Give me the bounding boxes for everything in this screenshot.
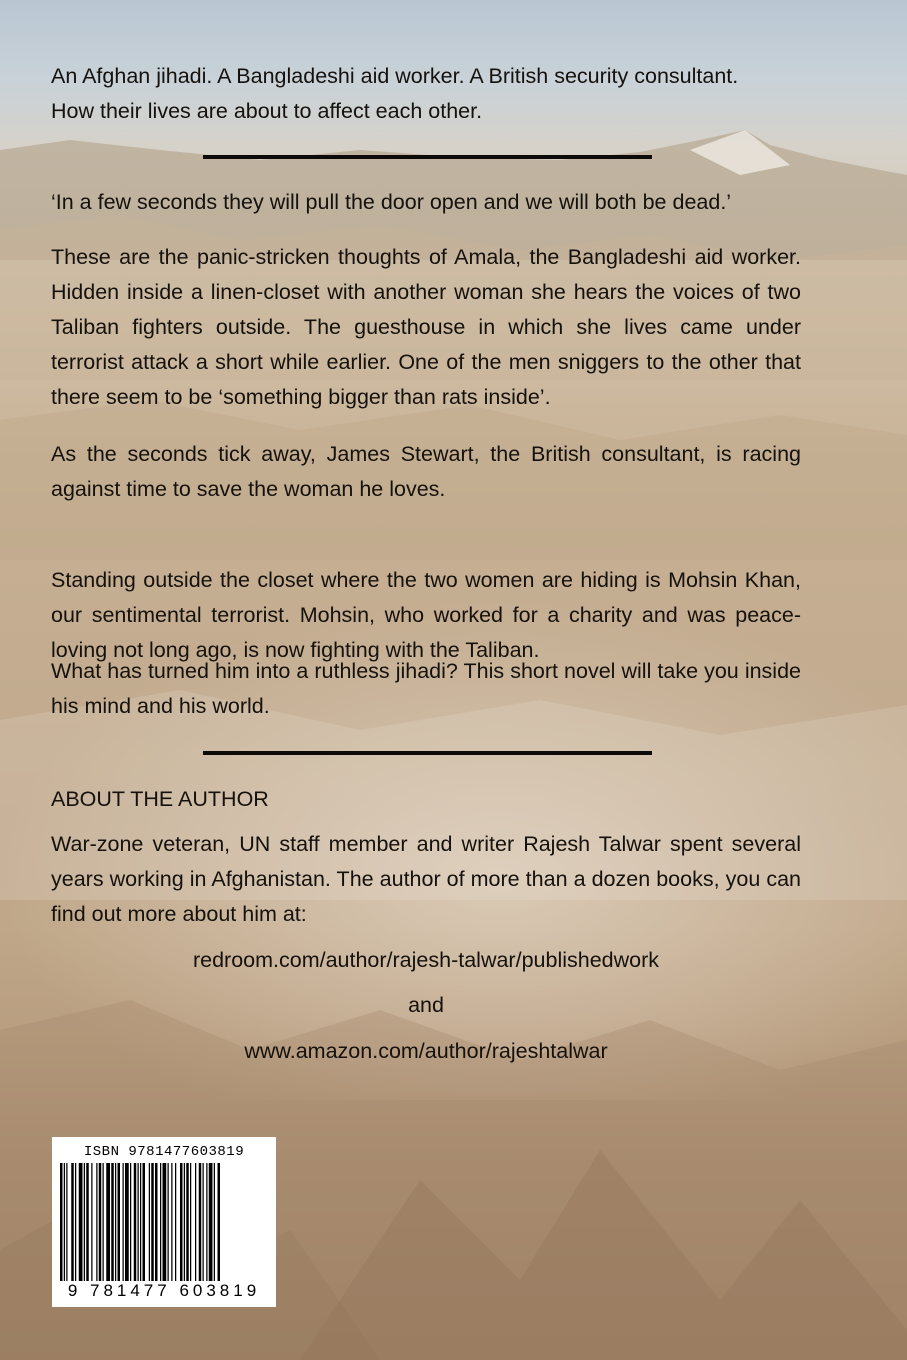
barcode-bar — [195, 1163, 196, 1281]
intro-line-1: An Afghan jihadi. A Bangladeshi aid worker. A British security consultant. — [51, 64, 739, 88]
barcode-bar — [106, 1163, 110, 1281]
barcode-bar — [86, 1163, 89, 1281]
barcode-bar — [103, 1163, 104, 1281]
divider-bottom — [203, 751, 652, 755]
barcode-bar — [64, 1163, 65, 1281]
barcode-bar — [186, 1163, 189, 1281]
author-link-amazon: www.amazon.com/author/rajeshtalwar — [244, 1039, 608, 1063]
intro-line-2: How their lives are about to affect each other. — [51, 99, 483, 123]
barcode-bar — [168, 1163, 169, 1281]
blurb-paragraph-1: These are the panic-stricken thoughts of Amala, the Bangladeshi aid worker. Hidden inside a linen-closet with another woman she hears the voices of two Taliban fighters outside. The guesthouse in which she lives came under terrorist attack a short while earlier. One of the men sniggers to the other that there seem to be ‘something bigger than rats inside’. — [51, 245, 801, 409]
author-bio: War-zone veteran, UN staff member and writer Rajesh Talwar spent several years working in Afghanistan. The author of more than a dozen books, you can find out more about him at: — [51, 832, 801, 926]
barcode-bar — [134, 1163, 137, 1281]
opening-quote: ‘In a few seconds they will pull the door open and we will both be dead.’ — [51, 190, 732, 214]
barcode-bar — [66, 1163, 67, 1281]
barcode-digits: 9 781477 603819 — [67, 1281, 261, 1300]
barcode-bar — [160, 1163, 161, 1281]
blurb-paragraph-4: What has turned him into a ruthless jihadi? This short novel will take you inside his mind and his world. — [51, 659, 801, 718]
barcode-bar — [184, 1163, 185, 1281]
barcode-bar — [140, 1163, 141, 1281]
barcode-bar — [71, 1163, 74, 1281]
divider-top — [203, 155, 652, 159]
author-link-redroom: redroom.com/author/rajesh-talwar/publishedwork — [192, 948, 660, 972]
barcode-bar — [163, 1163, 167, 1281]
barcode-bar — [118, 1163, 121, 1281]
barcode-bar — [155, 1163, 158, 1281]
barcode-bar — [175, 1163, 176, 1281]
barcode-bar — [151, 1163, 154, 1281]
blurb-paragraph-2: As the seconds tick away, James Stewart, the British consultant, is racing against time to save the woman he loves. — [51, 442, 801, 501]
barcode-bar — [123, 1163, 124, 1281]
barcode-bar — [125, 1163, 129, 1281]
and-text: and — [408, 993, 444, 1017]
barcode-bar — [209, 1163, 213, 1281]
barcode-bar — [115, 1163, 116, 1281]
isbn-barcode — [52, 1137, 276, 1307]
barcode-bar — [171, 1163, 172, 1281]
blurb-paragraph-3: Standing outside the closet where the two women are hiding is Mohsin Khan, our sentimental terrorist. Mohsin, who worked for a charity and was peace-loving not long ago, is now fighting with the Taliban. — [51, 568, 801, 662]
barcode-bar — [91, 1163, 92, 1281]
about-heading: ABOUT THE AUTHOR — [51, 787, 269, 811]
barcode-bar — [96, 1163, 97, 1281]
barcode-bar — [130, 1163, 131, 1281]
barcode-bar — [60, 1163, 63, 1281]
barcode-bar — [149, 1163, 150, 1281]
barcode-bar — [138, 1163, 139, 1281]
barcode-bar — [180, 1163, 183, 1281]
barcode-bar — [111, 1163, 114, 1281]
barcode-bars — [60, 1163, 268, 1281]
barcode-bar — [143, 1163, 146, 1281]
barcode-bar — [206, 1163, 207, 1281]
barcode-bar — [79, 1163, 83, 1281]
barcode-bar — [218, 1163, 221, 1281]
barcode-bar — [75, 1163, 76, 1281]
barcode-bar — [199, 1163, 202, 1281]
barcode-bar — [203, 1163, 204, 1281]
isbn-label: ISBN 9781477603819 — [83, 1144, 245, 1160]
barcode-bar — [214, 1163, 215, 1281]
barcode-bar — [190, 1163, 191, 1281]
barcode-bar — [84, 1163, 85, 1281]
barcode-bar — [99, 1163, 102, 1281]
